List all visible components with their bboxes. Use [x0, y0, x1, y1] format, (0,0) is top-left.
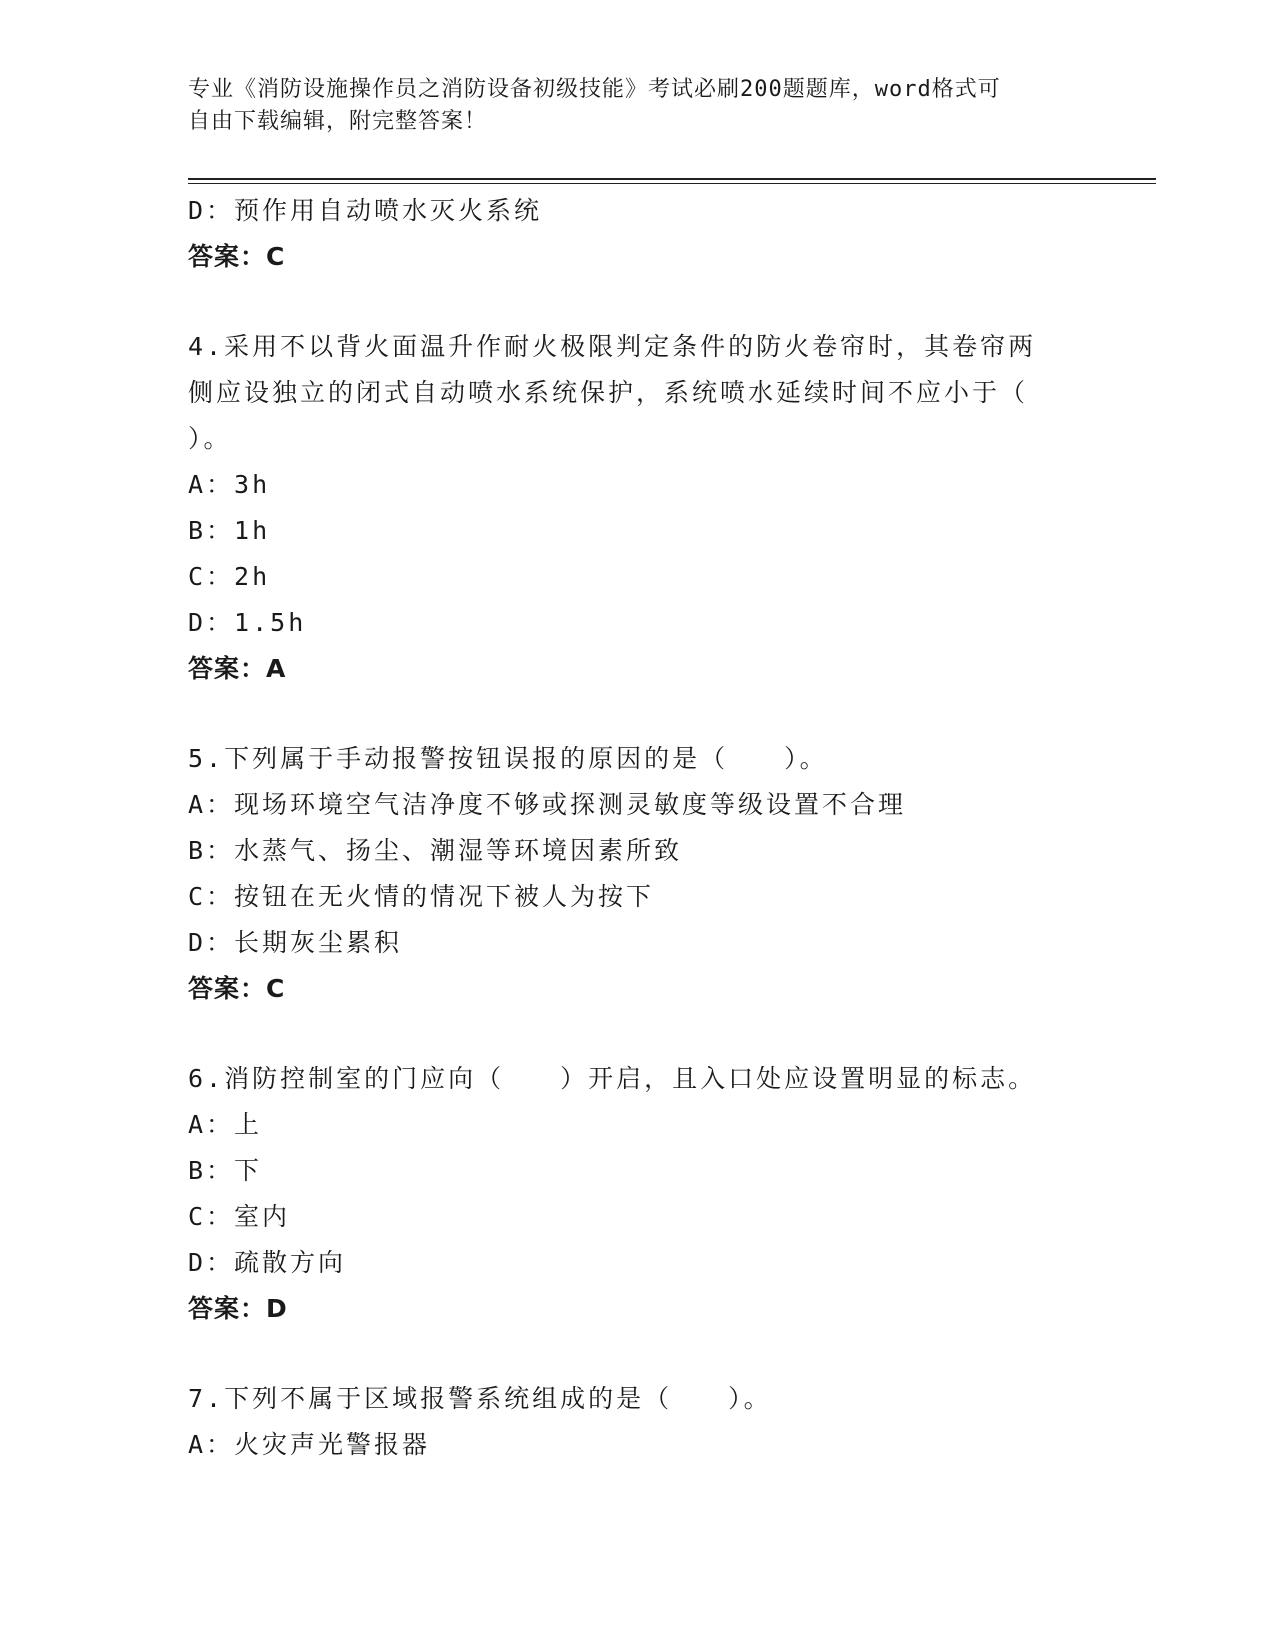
header-divider-thin [188, 183, 1156, 184]
option-d: D：预作用自动喷水灭火系统 [188, 196, 543, 225]
answer-line: 答案：C [188, 242, 286, 271]
question-stem-line: ）。 [188, 424, 232, 453]
option-b: B：1h [188, 516, 271, 545]
header-title-line-2: 自由下载编辑，附完整答案！ [188, 109, 488, 134]
header-title-line-1: 专业《消防设施操作员之消防设备初级技能》考试必刷200题题库，word格式可 [188, 77, 1001, 102]
question-5 [188, 736, 1068, 1012]
question-stem-line: 5.下列属于手动报警按钮误报的原因的是（ ）。 [188, 744, 828, 773]
option-c: C：室内 [188, 1202, 291, 1231]
question-stem-line: 侧应设独立的闭式自动喷水系统保护，系统喷水延续时间不应小于（ [188, 378, 1029, 407]
option-a: A：火灾声光警报器 [188, 1430, 431, 1459]
option-c: C：2h [188, 562, 271, 591]
option-b: B：水蒸气、扬尘、潮湿等环境因素所致 [188, 836, 683, 865]
question-3-tail [188, 188, 1068, 280]
question-list [188, 188, 1068, 1468]
question-7 [188, 1376, 1068, 1468]
option-d: D：1.5h [188, 608, 307, 637]
option-d: D：疏散方向 [188, 1248, 347, 1277]
option-c: C：按钮在无火情的情况下被人为按下 [188, 882, 655, 911]
answer-line: 答案：D [188, 1294, 288, 1323]
question-stem-line: 6.消防控制室的门应向（ ）开启，且入口处应设置明显的标志。 [188, 1064, 1037, 1093]
header-divider-thick [188, 178, 1156, 180]
question-6 [188, 1056, 1068, 1332]
option-a: A：3h [188, 470, 271, 499]
option-a: A：上 [188, 1110, 263, 1139]
option-b: B：下 [188, 1156, 263, 1185]
question-stem-line: 4.采用不以背火面温升作耐火极限判定条件的防火卷帘时，其卷帘两 [188, 332, 1037, 361]
question-4 [188, 324, 1068, 692]
document-header [188, 74, 1068, 138]
option-d: D：长期灰尘累积 [188, 928, 403, 957]
answer-line: 答案：A [188, 654, 287, 683]
answer-line: 答案：C [188, 974, 286, 1003]
option-a: A：现场环境空气洁净度不够或探测灵敏度等级设置不合理 [188, 790, 907, 819]
question-stem-line: 7.下列不属于区域报警系统组成的是（ ）。 [188, 1384, 772, 1413]
